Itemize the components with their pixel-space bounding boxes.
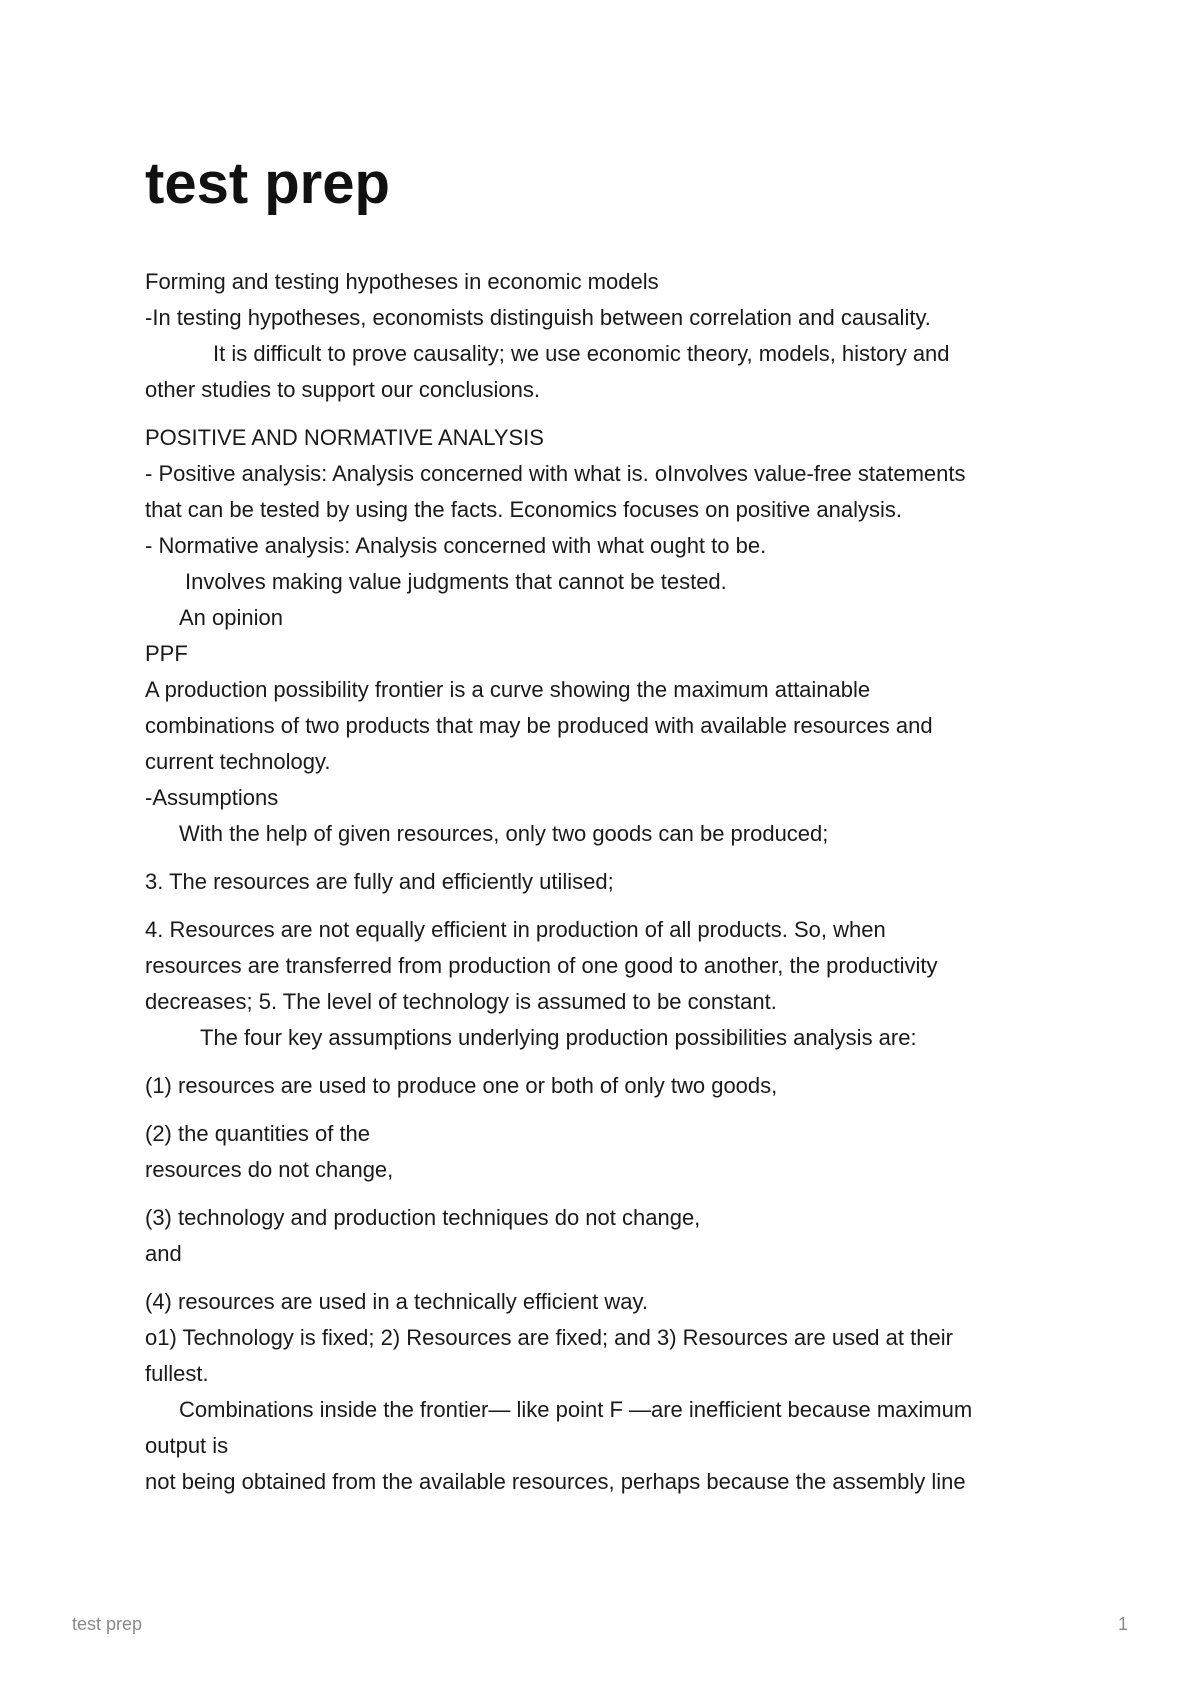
footer-document-name: test prep [72, 1614, 143, 1634]
body-line: - Normative analysis: Analysis concerned with what ought to be. [145, 533, 767, 558]
body-line: (1) resources are used to produce one or both of only two goods, [145, 1073, 778, 1098]
section-heading: POSITIVE AND NORMATIVE ANALYSIS [145, 425, 544, 450]
body-line: Involves making value judgments that cannot be tested. [185, 569, 727, 594]
body-line: -In testing hypotheses, economists distinguish between correlation and causality. [145, 305, 931, 330]
body-line: It is difficult to prove causality; we use economic theory, models, history and [213, 341, 950, 366]
body-line: output is [145, 1433, 229, 1458]
body-line: not being obtained from the available resources, perhaps because the assembly line [145, 1469, 966, 1494]
page-body [145, 148, 1065, 1500]
body-line: -Assumptions [145, 785, 279, 810]
body-line: (4) resources are used in a technically efficient way. [145, 1289, 648, 1314]
body-line: With the help of given resources, only two goods can be produced; [179, 821, 829, 846]
body-line: that can be tested by using the facts. Economics focuses on positive analysis. [145, 497, 902, 522]
body-line: fullest. [145, 1361, 209, 1386]
section-heading: PPF [145, 641, 188, 666]
body-line: current technology. [145, 749, 331, 774]
body-line: Forming and testing hypotheses in economic models [145, 269, 659, 294]
body-line: decreases; 5. The level of technology is assumed to be constant. [145, 989, 777, 1014]
body-line: 3. The resources are fully and efficiently utilised; [145, 869, 614, 894]
document-title: test prep [145, 151, 390, 216]
body-line: - Positive analysis: Analysis concerned with what is. oInvolves value-free statements [145, 461, 966, 486]
body-line: other studies to support our conclusions. [145, 377, 541, 402]
body-line: (2) the quantities of the [145, 1121, 371, 1146]
body-line: o1) Technology is fixed; 2) Resources are fixed; and 3) Resources are used at their [145, 1325, 953, 1350]
body-line: A production possibility frontier is a curve showing the maximum attainable [145, 677, 871, 702]
body-line: resources do not change, [145, 1157, 394, 1182]
body-line: combinations of two products that may be produced with available resources and [145, 713, 933, 738]
body-line: resources are transferred from production of one good to another, the productivity [145, 953, 938, 978]
footer-page-number: 1 [1117, 1614, 1128, 1634]
body-line: The four key assumptions underlying production possibilities analysis are: [200, 1025, 917, 1050]
body-line: Combinations inside the frontier— like point F —are inefficient because maximum [179, 1397, 973, 1422]
body-line: and [145, 1241, 182, 1266]
body-line: (3) technology and production techniques do not change, [145, 1205, 701, 1230]
body-line: 4. Resources are not equally efficient in production of all products. So, when [145, 917, 886, 942]
body-line: An opinion [179, 605, 283, 630]
